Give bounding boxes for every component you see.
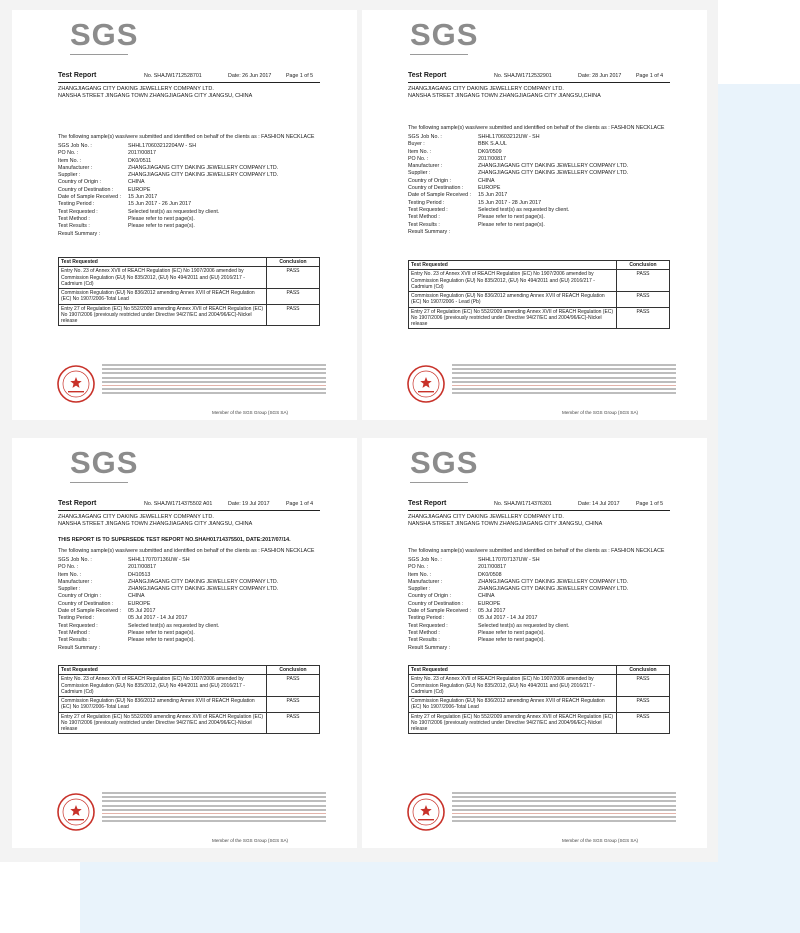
table-row — [59, 304, 320, 326]
field-row — [408, 170, 678, 177]
field-row — [58, 630, 328, 637]
sample-intro: The following sample(s) was/were submitted and identified on behalf of the clients as : FASHION NECKLACE — [408, 125, 665, 131]
fine-print — [452, 792, 676, 825]
field-label: Manufacturer : — [58, 578, 93, 585]
col-conclusion: Conclusion — [617, 261, 670, 270]
field-row — [58, 209, 328, 216]
field-row — [58, 158, 328, 165]
table-header-row — [59, 258, 320, 267]
field-label: SGS Job No. : — [408, 134, 442, 140]
table-header-row — [409, 261, 670, 270]
col-test-requested: Test Requested — [409, 261, 617, 270]
sample-fields — [58, 143, 328, 238]
field-value: ZHANGJIAGANG CITY DAKING JEWELLERY COMPANY LTD. — [478, 586, 629, 593]
conclusion-cell: PASS — [267, 304, 320, 326]
conclusion-cell: PASS — [267, 712, 320, 734]
field-label: SGS Job No. : — [408, 557, 442, 563]
field-row — [408, 207, 678, 214]
street-address: NANSHA STREET JINGANG TOWN ZHANGJIAGANG CITY JIANGSU,CHINA — [408, 92, 601, 99]
report-header — [408, 500, 670, 509]
field-label: Test Method : — [408, 214, 440, 221]
field-label: Test Requested : — [408, 206, 448, 213]
field-row — [408, 623, 678, 630]
field-label: Manufacturer : — [408, 163, 443, 170]
field-label: SGS Job No. : — [58, 557, 92, 563]
field-row — [58, 579, 328, 586]
field-row — [408, 200, 678, 207]
field-row — [408, 163, 678, 170]
report-title: Test Report — [58, 500, 97, 507]
field-row — [408, 185, 678, 192]
sample-intro: The following sample(s) was/were submitted and identified on behalf of the clients as : FASHION NECKLACE — [408, 548, 665, 554]
report-header — [58, 72, 320, 81]
conclusion-cell: PASS — [617, 675, 670, 697]
summary-label: Result Summary : — [408, 644, 451, 651]
field-value: SHHL170707137UW - SH — [478, 557, 540, 563]
test-requested-cell: Entry No. 23 of Annex XVII of REACH Regulation (EC) No 1907/2006 amended by Commission Regulation (EU) No 835/2012, (EU) No 494/2011 and (EU) 2016/217 - Cadmium (Cd) — [59, 267, 267, 289]
field-row — [58, 586, 328, 593]
field-row — [408, 593, 678, 600]
field-value: 15 Jun 2017 - 26 Jun 2017 — [128, 201, 192, 208]
field-value: ZHANGJIAGANG CITY DAKING JEWELLERY COMPANY LTD. — [128, 164, 279, 171]
test-requested-cell: Entry 27 of Regulation (EC) No 552/2009 amending Annex XVII of REACH Regulation (EC) No 1907/2006 (previously restricted under Directive 94/27/EC and 2004/96/EC)-Nickel release — [59, 304, 267, 326]
field-value: Please refer to next page(s). — [128, 629, 195, 636]
field-value: Please refer to next page(s). — [128, 223, 195, 230]
field-value: EUROPE — [128, 600, 151, 607]
sgs-logo: SGS — [70, 17, 139, 52]
field-label: Country of Origin : — [408, 593, 451, 600]
field-label: Test Requested : — [408, 622, 448, 629]
conclusion-cell: PASS — [267, 289, 320, 305]
field-value: Selected test(s) as requested by client. — [478, 206, 570, 213]
field-label: Testing Period : — [408, 615, 445, 622]
result-summary-table — [58, 665, 320, 734]
field-row — [58, 223, 328, 230]
test-requested-cell: Commission Regulation (EU) No 836/2012 amending Annex XVII of REACH Regulation (EC) No 1907/2006-Total Lead — [409, 697, 617, 713]
field-label: Testing Period : — [408, 199, 445, 206]
field-row — [408, 141, 678, 148]
col-conclusion: Conclusion — [267, 666, 320, 675]
field-row — [408, 630, 678, 637]
field-value: SHHL170603212UW - SH — [478, 134, 540, 140]
field-value: 15 Jun 2017 — [128, 194, 158, 201]
result-summary-table — [58, 257, 320, 326]
fine-print — [102, 364, 326, 397]
header-rule — [58, 82, 320, 83]
result-summary-label — [408, 645, 678, 652]
client-address — [58, 514, 328, 528]
report-date: Date: 14 Jul 2017 — [578, 501, 620, 507]
sgs-logo: SGS — [410, 445, 479, 480]
sample-fields — [408, 557, 678, 652]
field-label: Country of Destination : — [58, 600, 114, 607]
field-row — [408, 178, 678, 185]
conclusion-cell: PASS — [617, 712, 670, 734]
field-label: Testing Period : — [58, 201, 95, 208]
seal-stamp-icon — [56, 792, 96, 832]
field-value: Please refer to next page(s). — [128, 637, 195, 644]
field-row — [408, 156, 678, 163]
result-summary-table — [408, 260, 670, 329]
field-value: CHINA — [478, 593, 495, 600]
sgs-member-note: Member of the SGS Group (SGS SA) — [212, 410, 289, 415]
field-row — [58, 608, 328, 615]
sgs-logo: SGS — [410, 17, 479, 52]
conclusion-cell: PASS — [617, 697, 670, 713]
street-address: NANSHA STREET JINGANG TOWN ZHANGJIAGANG CITY JIANGSU, CHINA — [58, 92, 253, 99]
field-row — [408, 615, 678, 622]
result-summary-label — [58, 231, 328, 238]
field-value: SHHL170707136UW - SH — [128, 557, 190, 563]
field-row — [58, 150, 328, 157]
field-row — [58, 187, 328, 194]
report-title: Test Report — [58, 72, 97, 79]
field-row — [408, 579, 678, 586]
header-rule — [58, 510, 320, 511]
field-label: Test Requested : — [58, 208, 98, 215]
field-label: PO No. : — [408, 564, 429, 571]
field-row — [58, 615, 328, 622]
table-row — [59, 675, 320, 697]
street-address: NANSHA STREET JINGANG TOWN ZHANGJIAGANG CITY JIANGSU, CHINA — [408, 520, 603, 527]
field-label: PO No. : — [408, 155, 429, 162]
result-summary-label — [408, 229, 678, 236]
sgs-member-note: Member of the SGS Group (SGS SA) — [562, 410, 639, 415]
col-test-requested: Test Requested — [59, 258, 267, 267]
sgs-member-note: Member of the SGS Group (SGS SA) — [562, 838, 639, 843]
field-value: ZHANGJIAGANG CITY DAKING JEWELLERY COMPANY LTD. — [478, 163, 629, 170]
test-requested-cell: Commission Regulation (EU) No 836/2012 amending Annex XVII of REACH Regulation (EC) No 1907/2006 - Lead (Pb) — [409, 292, 617, 308]
field-label: Test Results : — [408, 221, 440, 228]
field-label: Testing Period : — [58, 615, 95, 622]
seal-stamp-icon — [406, 364, 446, 404]
field-value: 2017/00817 — [128, 564, 156, 571]
report-date: Date: 28 Jun 2017 — [578, 73, 622, 79]
field-row — [58, 201, 328, 208]
test-requested-cell: Commission Regulation (EU) No 836/2012 amending Annex XVII of REACH Regulation (EC) No 1907/2006-Total Lead — [59, 697, 267, 713]
conclusion-cell: PASS — [267, 697, 320, 713]
field-value: 2017/00817 — [128, 150, 156, 157]
field-value: CHINA — [478, 177, 495, 184]
field-value: SHHL170603212204/W - SH — [128, 143, 197, 149]
field-row — [58, 623, 328, 630]
field-row — [58, 593, 328, 600]
table-header-row — [59, 666, 320, 675]
page-indicator: Page 1 of 5 — [636, 501, 664, 507]
field-row — [408, 557, 678, 564]
field-value: DK0/0508 — [478, 571, 502, 578]
field-value: Please refer to next page(s). — [478, 214, 545, 221]
col-conclusion: Conclusion — [617, 666, 670, 675]
test-report-page — [12, 438, 357, 848]
conclusion-cell: PASS — [267, 675, 320, 697]
field-label: Date of Sample Received : — [408, 608, 472, 615]
field-label: Test Results : — [58, 223, 90, 230]
field-value: CHINA — [128, 179, 145, 186]
field-label: Test Requested : — [58, 622, 98, 629]
field-value: DK0/0509 — [478, 148, 502, 155]
report-date: Date: 26 Jun 2017 — [228, 73, 272, 79]
field-label: Date of Sample Received : — [408, 192, 472, 199]
field-value: BBK S.A.UL — [478, 141, 507, 148]
street-address: NANSHA STREET JINGANG TOWN ZHANGJIAGANG CITY JIANGSU, CHINA — [58, 520, 253, 527]
report-header — [408, 72, 670, 81]
field-value: EUROPE — [478, 185, 501, 192]
field-value: Selected test(s) as requested by client. — [128, 208, 220, 215]
field-label: Test Method : — [408, 629, 440, 636]
field-row — [58, 194, 328, 201]
field-row — [408, 564, 678, 571]
field-label: Item No. : — [58, 157, 81, 164]
summary-label: Result Summary : — [58, 230, 101, 237]
field-row — [408, 222, 678, 229]
field-value: EUROPE — [128, 186, 151, 193]
summary-label: Result Summary : — [58, 644, 101, 651]
table-row — [409, 270, 670, 292]
report-number: No. SHAJW1714376301 — [494, 501, 552, 507]
report-number: No. SHAJW1714375502 A01 — [144, 501, 213, 507]
field-row — [408, 586, 678, 593]
field-label: PO No. : — [58, 150, 79, 157]
field-row — [58, 216, 328, 223]
test-requested-cell: Entry 27 of Regulation (EC) No 552/2009 amending Annex XVII of REACH Regulation (EC) No 1907/2006 (previously restricted under Directive 94/27/EC and 2004/96/EC)-Nickel release — [409, 712, 617, 734]
seal-stamp-icon — [406, 792, 446, 832]
table-row — [409, 697, 670, 713]
col-test-requested: Test Requested — [409, 666, 617, 675]
field-label: SGS Job No. : — [58, 143, 92, 149]
field-value: ZHANGJIAGANG CITY DAKING JEWELLERY COMPANY LTD. — [128, 172, 279, 179]
logo-underline — [410, 54, 468, 55]
field-label: Manufacturer : — [408, 578, 443, 585]
report-number: No. SHAJW1712532901 — [494, 73, 552, 79]
field-row — [58, 172, 328, 179]
col-conclusion: Conclusion — [267, 258, 320, 267]
field-row — [408, 192, 678, 199]
field-label: PO No. : — [58, 564, 79, 571]
field-label: Item No. : — [408, 571, 431, 578]
field-row — [408, 572, 678, 579]
field-label: Country of Origin : — [408, 177, 451, 184]
sample-fields — [408, 134, 678, 236]
report-title: Test Report — [408, 500, 447, 507]
test-requested-cell: Commission Regulation (EU) No 836/2012 amending Annex XVII of REACH Regulation (EC) No 1907/2006-Total Lead — [59, 289, 267, 305]
field-row — [408, 608, 678, 615]
conclusion-cell: PASS — [617, 270, 670, 292]
footer-stamp-block — [56, 790, 326, 834]
footer-stamp-block — [406, 790, 676, 834]
field-value: Please refer to next page(s). — [478, 221, 545, 228]
test-requested-cell: Entry 27 of Regulation (EC) No 552/2009 amending Annex XVII of REACH Regulation (EC) No 1907/2006 (previously restricted under Directive 94/27/EC and 2004/96/EC)-Nickel release — [59, 712, 267, 734]
field-label: Country of Destination : — [58, 186, 114, 193]
field-value: 05 Jul 2017 - 14 Jul 2017 — [128, 615, 188, 622]
header-rule — [408, 510, 670, 511]
sgs-logo: SGS — [70, 445, 139, 480]
field-label: Supplier : — [58, 172, 81, 179]
table-header-row — [409, 666, 670, 675]
test-report-page — [362, 10, 707, 420]
logo-underline — [410, 482, 468, 483]
company-name: ZHANGJIAGANG CITY DAKING JEWELLERY COMPANY LTD. — [408, 514, 564, 520]
conclusion-cell: PASS — [617, 307, 670, 329]
field-value: DK0/0511 — [128, 157, 152, 164]
field-value: 05 Jul 2017 — [128, 608, 156, 615]
report-header — [58, 500, 320, 509]
field-row — [58, 165, 328, 172]
field-value: ZHANGJIAGANG CITY DAKING JEWELLERY COMPANY LTD. — [478, 578, 629, 585]
test-requested-cell: Entry 27 of Regulation (EC) No 552/2009 amending Annex XVII of REACH Regulation (EC) No 1907/2006 (previously restricted under Directive 94/27/EC and 2004/96/EC)-Nickel release — [409, 307, 617, 329]
field-label: Manufacturer : — [58, 164, 93, 171]
report-date: Date: 19 Jul 2017 — [228, 501, 270, 507]
field-value: Please refer to next page(s). — [478, 629, 545, 636]
field-label: Supplier : — [408, 586, 431, 593]
fine-print — [102, 792, 326, 825]
footer-stamp-block — [406, 362, 676, 406]
background-accent-right — [718, 84, 800, 933]
table-row — [409, 307, 670, 329]
table-row — [409, 292, 670, 308]
field-row — [58, 637, 328, 644]
sample-intro: The following sample(s) was/were submitted and identified on behalf of the clients as : FASHION NECKLACE — [58, 134, 315, 140]
conclusion-cell: PASS — [617, 292, 670, 308]
field-value: EUROPE — [478, 600, 501, 607]
field-row — [408, 637, 678, 644]
test-requested-cell: Entry No. 23 of Annex XVII of REACH Regulation (EC) No 1907/2006 amended by Commission Regulation (EU) No 835/2012, (EU) No 494/2011 and (EU) 2016/217 - Cadmium (Cd) — [59, 675, 267, 697]
sample-fields — [58, 557, 328, 652]
test-report-page — [362, 438, 707, 848]
field-value: 15 Jun 2017 - 28 Jun 2017 — [478, 199, 542, 206]
table-row — [59, 697, 320, 713]
field-label: Supplier : — [58, 586, 81, 593]
field-row — [58, 601, 328, 608]
field-label: Test Results : — [58, 637, 90, 644]
field-label: Item No. : — [408, 148, 431, 155]
field-row — [58, 143, 328, 150]
supersede-notice: THIS REPORT IS TO SUPERSEDE TEST REPORT NO.SHAH01714375501, DATE:2017/07/14. — [58, 537, 291, 543]
field-row — [58, 564, 328, 571]
field-label: Buyer : — [408, 141, 425, 148]
page-indicator: Page 1 of 5 — [286, 73, 314, 79]
field-label: Country of Origin : — [58, 593, 101, 600]
background-accent-bottom — [80, 862, 800, 933]
client-address — [408, 514, 678, 528]
result-summary-table — [408, 665, 670, 734]
field-label: Country of Destination : — [408, 185, 464, 192]
page-indicator: Page 1 of 4 — [636, 73, 664, 79]
test-requested-cell: Entry No. 23 of Annex XVII of REACH Regulation (EC) No 1907/2006 amended by Commission Regulation (EU) No 835/2012, (EU) No 494/2011 and (EU) 2016/217 - Cadmium (Cd) — [409, 270, 617, 292]
field-label: Date of Sample Received : — [58, 608, 122, 615]
logo-underline — [70, 482, 128, 483]
client-address — [58, 86, 328, 100]
company-name: ZHANGJIAGANG CITY DAKING JEWELLERY COMPANY LTD. — [58, 86, 214, 92]
field-label: Supplier : — [408, 170, 431, 177]
field-value: 15 Jun 2017 — [478, 192, 508, 199]
field-row — [58, 179, 328, 186]
field-value: ZHANGJIAGANG CITY DAKING JEWELLERY COMPANY LTD. — [128, 578, 279, 585]
field-row — [408, 149, 678, 156]
test-requested-cell: Entry No. 23 of Annex XVII of REACH Regulation (EC) No 1907/2006 amended by Commission Regulation (EU) No 835/2012, (EU) No 494/2011 and (EU) 2016/217 - Cadmium (Cd) — [409, 675, 617, 697]
field-value: ZHANGJIAGANG CITY DAKING JEWELLERY COMPANY LTD. — [128, 586, 279, 593]
sgs-member-note: Member of the SGS Group (SGS SA) — [212, 838, 289, 843]
table-row — [409, 712, 670, 734]
conclusion-cell: PASS — [267, 267, 320, 289]
table-row — [409, 675, 670, 697]
col-test-requested: Test Requested — [59, 666, 267, 675]
header-rule — [408, 82, 670, 83]
field-row — [408, 601, 678, 608]
report-number: No. SHAJW1712528701 — [144, 73, 202, 79]
field-label: Country of Origin : — [58, 179, 101, 186]
field-label: Test Results : — [408, 637, 440, 644]
field-value: Please refer to next page(s). — [478, 637, 545, 644]
result-summary-label — [58, 645, 328, 652]
page-indicator: Page 1 of 4 — [286, 501, 314, 507]
field-value: Selected test(s) as requested by client. — [478, 622, 570, 629]
table-row — [59, 712, 320, 734]
field-value: 05 Jul 2017 — [478, 608, 506, 615]
report-title: Test Report — [408, 72, 447, 79]
field-value: 05 Jul 2017 - 14 Jul 2017 — [478, 615, 538, 622]
table-row — [59, 289, 320, 305]
field-row — [408, 134, 678, 141]
field-label: Country of Destination : — [408, 600, 464, 607]
field-row — [408, 214, 678, 221]
field-value: 2017/00817 — [478, 155, 506, 162]
field-value: ZHANGJIAGANG CITY DAKING JEWELLERY COMPANY LTD. — [478, 170, 629, 177]
summary-label: Result Summary : — [408, 228, 451, 235]
field-label: Test Method : — [58, 629, 90, 636]
field-value: CHINA — [128, 593, 145, 600]
field-label: Date of Sample Received : — [58, 194, 122, 201]
sample-intro: The following sample(s) was/were submitted and identified on behalf of the clients as : FASHION NECKLACE — [58, 548, 315, 554]
test-report-page — [12, 10, 357, 420]
field-row — [58, 557, 328, 564]
field-value: 2017/00817 — [478, 564, 506, 571]
logo-underline — [70, 54, 128, 55]
fine-print — [452, 364, 676, 397]
client-address — [408, 86, 678, 100]
company-name: ZHANGJIAGANG CITY DAKING JEWELLERY COMPANY LTD. — [408, 86, 564, 92]
field-value: Selected test(s) as requested by client. — [128, 622, 220, 629]
footer-stamp-block — [56, 362, 326, 406]
seal-stamp-icon — [56, 364, 96, 404]
field-label: Test Method : — [58, 215, 90, 222]
field-label: Item No. : — [58, 571, 81, 578]
field-row — [58, 572, 328, 579]
company-name: ZHANGJIAGANG CITY DAKING JEWELLERY COMPANY LTD. — [58, 514, 214, 520]
table-row — [59, 267, 320, 289]
field-value: Please refer to next page(s). — [128, 215, 195, 222]
field-value: DH10513 — [128, 571, 151, 578]
